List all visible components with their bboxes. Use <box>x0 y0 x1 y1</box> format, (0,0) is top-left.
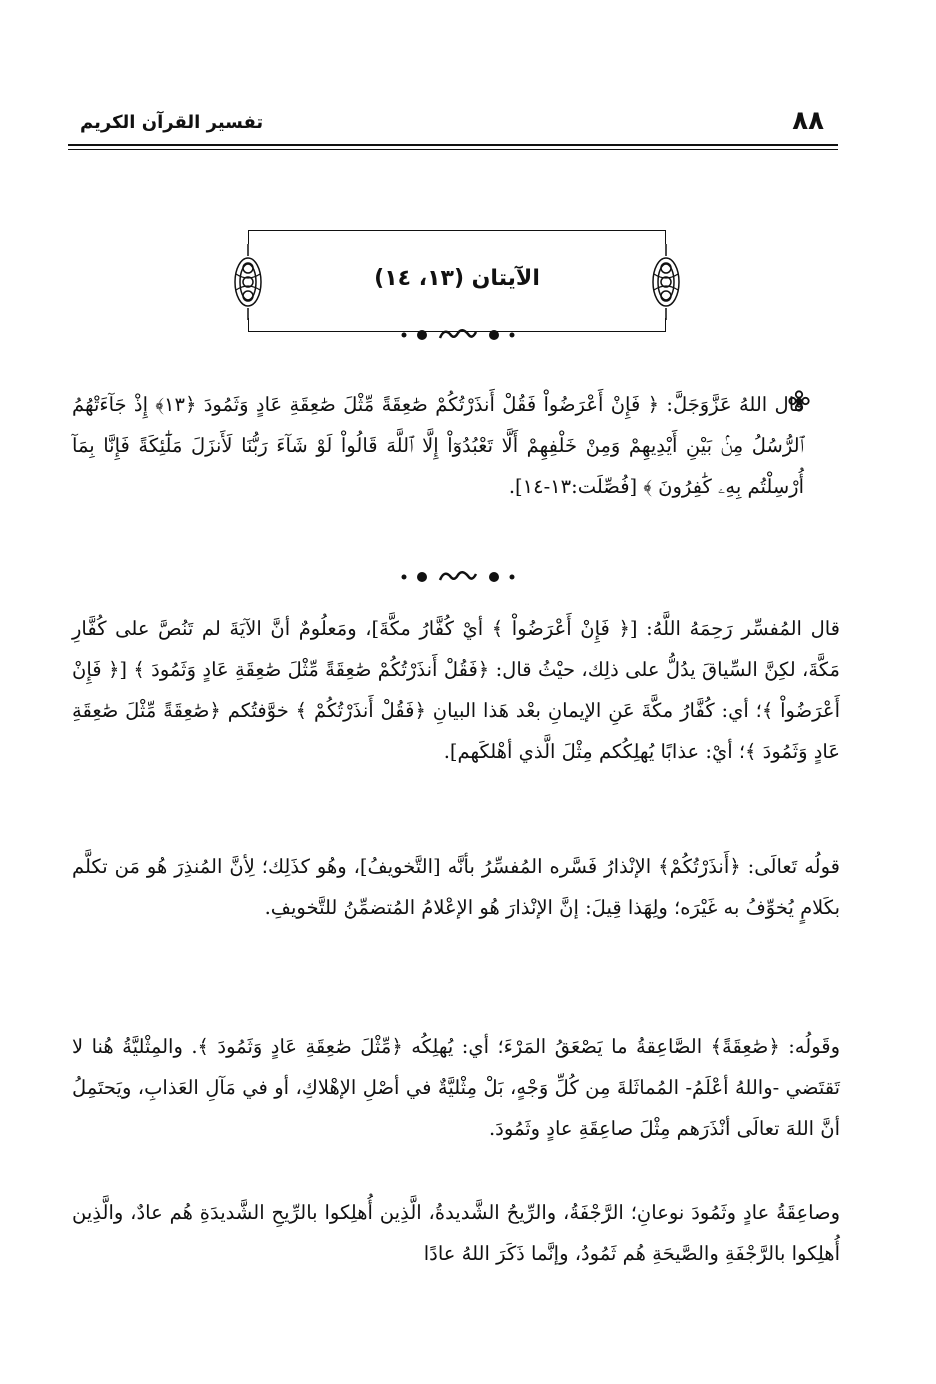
commentary-paragraph: وقَولُه: ﴿صَٰعِقَةً﴾ الصَّاعِقةُ ما يَصْعَقُ المَرْءَ؛ أي: يُهلِكُه ﴿مِّثْلَ صَٰعِقَةِ عَادٍ وَثَمُودَ ﴾. والمِثْليَّةُ هُنا لا تَقتَضي -واللهُ أعْلَمُ- المُماثَلةَ مِن كُلِّ وَجْهٍ، بَلْ مِثْليَّةٌ في أصْلِ الإهْلاكِ، أو في مَآلِ العَذابِ، ويَحتَمِلُ أنَّ اللهَ تعالَى أنْذَرَهم مِثْلَ صاعِقَةِ عادٍ وثَمُودَ. <box>72 1035 840 1140</box>
section-heading: الآيتان (١٣، ١٤) <box>374 266 540 291</box>
commentary-paragraph: قال المُفسِّر رَحِمَهُ اللَّهُ: [﴿ فَإِنْ أَعْرَضُواْ ﴾ أيْ كُفَّارُ مكَّةَ]، ومَعلُومٌ أنَّ الآيَةَ لم تَنُصَّ على كُفَّارِ مَكَّةَ، لكِنَّ السِّياقَ يدُلُّ على ذلِك، حيْثُ قال: ﴿فَقُلْ أَنذَرْتُكُمْ صَٰعِقَةً مِّثْلَ صَٰعِقَةِ عَادٍ وَثَمُودَ ﴾ [﴿ فَإِنْ أَعْرَضُواْ ﴾؛ أي: كُفَّارُ مكَّةَ عَنِ الإيمانِ بعْد هَذا البيانِ ﴿فَقُلْ أَنذَرْتُكُمْ ﴾ خوَّفتُكم ﴿صَٰعِقَةً مِّثْلَ صَٰعِقَةِ عَادٍ وَثَمُودَ ﴾؛ أيْ: عذابًا يُهلِكُكم مِثْلَ الَّذي أهْلكَهم]. <box>72 617 840 763</box>
commentary-paragraph: قولُه تَعالَى: ﴿أَنذَرْتُكُمْ﴾ الإنْذارُ فَسَّره المُفسِّرُ بأنَّه [التَّخويفُ]، وهُو كذَلِك؛ لِأنَّ المُنذِرَ هُو مَن تكلَّم بكَلامٍ يُخوِّفُ به غَيْرَه؛ ولِهَذا قِيلَ: إنَّ الإنْذارَ هُو الإعْلامُ المُتضمِّنُ للتَّخويفِ. <box>72 855 840 919</box>
book-title: تفسير القرآن الكريم <box>80 112 264 133</box>
frame-top-line <box>248 230 666 231</box>
section-title-frame <box>248 228 666 334</box>
ornamental-knot-icon <box>651 244 681 320</box>
dots-separator-icon <box>398 566 518 588</box>
dots-separator-icon <box>398 324 518 346</box>
header-rule-thin <box>68 149 838 150</box>
header-rule-thick <box>68 144 838 146</box>
ornamental-knot-icon <box>233 244 263 320</box>
quran-verses-paragraph: قال اللهُ عَزَّوَجَلَّ: ﴿ فَإِنْ أَعْرَضُواْ فَقُلْ أَنذَرْتُكُمْ صَٰعِقَةً مِّثْلَ صَٰعِقَةِ عَادٍ وَثَمُودَ ﴿١٣﴾ إِذْ جَآءَتْهُمُ ٱلرُّسُلُ مِنۢ بَيْنِ أَيْدِيهِمْ وَمِنْ خَلْفِهِمْ أَلَّا تَعْبُدُوٓاْ إِلَّا ٱللَّهَ قَالُواْ لَوْ شَآءَ رَبُّنَا لَأَنزَلَ مَلَٰٓئِكَةً فَإِنَّا بِمَآ أُرْسِلْتُم بِهِۦ كَٰفِرُونَ ﴾ [فُصِّلَت:١٣-١٤]. <box>72 393 804 498</box>
commentary-paragraph: وصاعِقَةُ عادٍ وثَمُودَ نوعانِ؛ الرَّجْفَةُ، والرِّيحُ الشَّديدةُ، الَّذِين أُهلِكوا بالرِّيحِ الشَّديدَةِ هُم عادٌ، والَّذِين أُهلِكوا بالرَّجْفَةِ والصَّيحَةِ هُم ثَمُودُ، وإنَّما ذَكَرَ اللهُ عادًا <box>72 1201 840 1265</box>
page-number: ٨٨ <box>792 106 824 136</box>
running-header <box>68 104 838 142</box>
